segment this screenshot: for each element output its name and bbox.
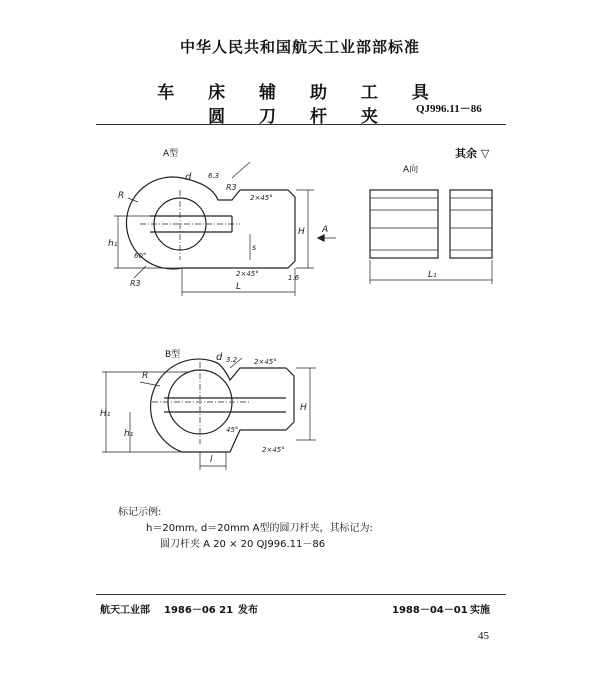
roughness-1-6-label: 1.6	[288, 274, 300, 282]
dim-r-label: R	[118, 191, 125, 201]
type-b-dim-h1-label: h₁	[124, 429, 134, 439]
document-title-line2: 圆 刀 杆 夹	[208, 107, 392, 127]
dim-r3-label-lower: R3	[130, 279, 141, 288]
type-a-label: A型	[163, 149, 179, 159]
standard-code: QJ996.11－86	[416, 103, 482, 115]
type-a-outline	[126, 177, 295, 269]
view-a-left-block	[370, 190, 438, 258]
footer-divider	[96, 594, 506, 595]
dim-s-label: s	[252, 243, 257, 252]
example-heading: 标记示例:	[118, 507, 162, 518]
type-b-dim-H1-label: H₁	[100, 409, 111, 419]
dim-l-label: L	[236, 282, 242, 292]
view-a-right-block	[450, 190, 492, 258]
page-number: 45	[478, 630, 489, 642]
type-b-drawing	[100, 352, 340, 472]
roughness-note-text: 其余	[455, 147, 477, 160]
issue-date: 1986－06 21	[164, 605, 234, 616]
view-a-drawing	[364, 180, 504, 290]
roughness-symbol-icon: ▽	[480, 147, 490, 160]
issue-label: 发布	[238, 605, 258, 616]
type-b-dim-r-label: R	[142, 371, 149, 381]
roughness-note	[455, 145, 489, 161]
document-title-line1: 车 床 辅 助 工 具	[157, 83, 443, 103]
dim-h-label: H	[298, 227, 305, 237]
type-b-chamfer-label: 2×45°	[254, 358, 277, 366]
type-b-roughness-label: 3.2	[226, 356, 238, 364]
type-b-dim-h-label: H	[300, 403, 307, 413]
issuer: 航天工业部	[100, 605, 150, 616]
example-line2: 圆刀杆夹 A 20 × 20 QJ996.11－86	[160, 539, 326, 550]
view-a-label: A向	[403, 165, 419, 175]
dim-h1-label: h₁	[108, 239, 118, 249]
dim-d-label: d	[185, 172, 192, 183]
effective-date: 1988－04－01	[392, 605, 468, 616]
type-b-chamfer-label-lower: 2×45°	[262, 446, 285, 454]
header-divider	[96, 124, 506, 125]
dim-chamfer-label: 2×45°	[250, 194, 273, 202]
type-b-dim-d-label: d	[216, 352, 223, 363]
type-b-angle45-label: 45°	[226, 426, 239, 434]
example-line1: h＝20mm, d＝20mm A型的圆刀杆夹，其标记为:	[146, 523, 373, 534]
dim-r3-label: R3	[226, 183, 237, 192]
type-b-label: B型	[165, 350, 181, 360]
dim-l1-label: L₁	[428, 270, 437, 280]
type-a-drawing	[100, 150, 350, 300]
roughness-6-3-label: 6.3	[208, 172, 220, 180]
view-a-arrow-label: A	[322, 225, 329, 235]
effective-label: 实施	[470, 605, 490, 616]
issuing-organization: 中华人民共和国航天工业部部标准	[179, 38, 420, 56]
type-b-outline	[151, 359, 294, 452]
dim-angle60-label: 60°	[134, 252, 147, 260]
type-b-slot	[164, 398, 286, 412]
type-b-dim-l-label: l	[210, 455, 213, 465]
arrow-a-icon	[318, 235, 324, 241]
dim-chamfer-label-lower: 2×45°	[236, 270, 259, 278]
